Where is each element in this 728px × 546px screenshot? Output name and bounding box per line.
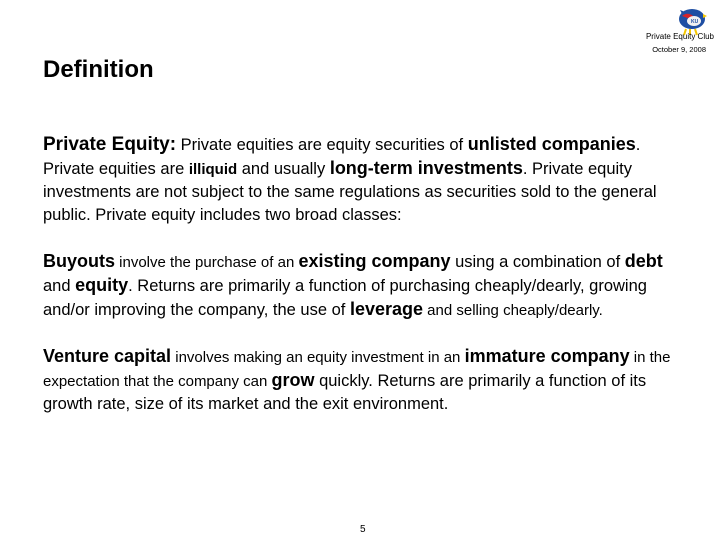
keyword-immature-company: immature company <box>464 346 630 366</box>
text-run: and selling cheaply/dearly. <box>423 302 603 319</box>
paragraph-spacer <box>43 227 683 250</box>
keyword-equity: equity <box>75 275 129 295</box>
keyword-leverage: leverage <box>349 299 424 319</box>
venture-capital-term: Venture capital <box>43 346 172 366</box>
keyword-grow: grow <box>271 370 315 390</box>
paragraph-spacer <box>43 322 683 345</box>
buyouts-term: Buyouts <box>43 251 115 271</box>
text-run: in the expectation that the company can <box>43 349 671 390</box>
text-run: Private equities are equity securities of <box>176 136 468 154</box>
text-run: . Private equities are <box>43 136 641 178</box>
text-run: involves making an equity investment in an <box>171 349 465 366</box>
text-run: using a combination of <box>450 253 625 271</box>
page-number: 5 <box>360 524 366 535</box>
keyword-unlisted-companies: unlisted companies <box>467 134 636 154</box>
text-run: quickly. Returns are primarily a function of its growth rate, size of its market and the exit environment. <box>43 372 647 413</box>
keyword-existing-company: existing company <box>298 251 451 271</box>
slide-title: Definition <box>43 56 154 83</box>
slide-body <box>43 133 683 416</box>
venture-capital-paragraph <box>43 345 683 416</box>
buyouts-paragraph <box>43 250 683 322</box>
keyword-debt: debt <box>624 251 663 271</box>
private-equity-paragraph <box>43 133 683 227</box>
keyword-long-term-investments: long-term investments <box>329 158 523 178</box>
text-run: and usually <box>237 160 330 178</box>
text-run: . Private equity investments are not subject to the same regulations as securities sold to the general public. Private equity includes two broad classes: <box>43 160 657 224</box>
presentation-date: October 9, 2008 <box>652 45 706 54</box>
text-run: involve the purchase of an <box>115 254 299 271</box>
private-equity-term: Private Equity: <box>43 134 177 155</box>
text-run: . Returns are primarily a function of purchasing cheaply/dearly, growing and/or improving the company, the use of <box>43 277 647 319</box>
club-name: Private Equity Club <box>645 32 714 41</box>
keyword-illiquid: illiquid <box>188 161 238 178</box>
text-run: and <box>43 277 76 295</box>
svg-text:KU: KU <box>691 19 699 25</box>
